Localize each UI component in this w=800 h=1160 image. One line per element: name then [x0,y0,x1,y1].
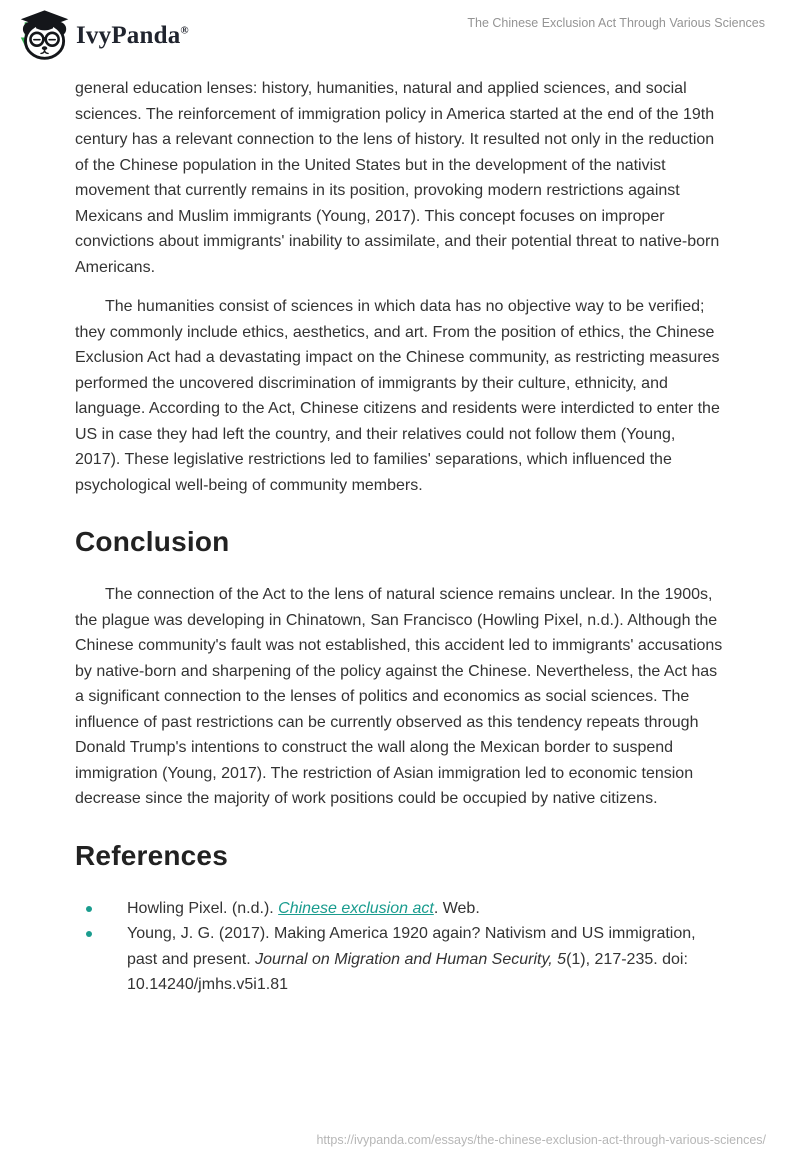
ivypanda-logo [14,8,189,62]
paragraph: The humanities consist of sciences in which data has no objective way to be verified; they commonly include ethics, aesthetics, and art. From the position of ethics, the Chinese Exclusion Act had a devastating impact on the Chinese community, as restricting measures performed the uncovered discrimination of immigrants by their culture, ethnicity, and language. According to the Act, Chinese citizens and residents were interdicted to enter the US in case they had left the country, and their relatives could not follow them (Young, 2017). These legislative restrictions led to families' separations, which influenced the psychological well-being of community members. [75,298,720,494]
reference-text: Journal on Migration and Human Security, 5 [255,950,567,968]
conclusion-heading: Conclusion [75,526,230,557]
paragraph: general education lenses: history, humanities, natural and applied sciences, and social sciences. The reinforcement of immigration policy in America started at the end of the 19th century has a relevant connection to the lens of history. It resulted not only in the reduction of the Chinese population in the United States but in the development of the nativist movement that currently remains in its position, provoking modern restrictions against Mexicans and Muslim immigrants (Young, 2017). This concept focuses on improper convictions about immigrants' inability to assimilate, and their potential threat to native-born Americans. [75,80,720,276]
reference-text: Howling Pixel. (n.d.). [127,899,279,917]
brand-text: IvyPanda [76,21,181,49]
reference-link[interactable]: Chinese exclusion act [278,899,434,917]
brand-wordmark [76,23,189,48]
source-url: https://ivypanda.com/essays/the-chinese-exclusion-act-through-various-sciences/ [316,1133,766,1147]
reference-text: (1), 217-235. doi: 10.14240/jmhs.v5i1.81 [127,950,688,993]
essay-body [0,76,800,998]
references-heading: References [75,839,228,871]
reference-item [75,921,725,998]
panda-graduate-icon [14,8,70,62]
reference-item [75,896,725,922]
reference-text: . Web. [433,899,480,917]
references-list [75,896,725,998]
reference-text: Young, J. G. (2017). Making America 1920 again? Nativism and US immigration, past and present. [127,925,696,968]
paragraph: The connection of the Act to the lens of natural science remains unclear. In the 1900s, the plague was developing in Chinatown, San Francisco (Howling Pixel, n.d.). Although the Chinese community's fault was not established, this accident led to immigrants' accusations by native-born and sharpening of the policy against the Chinese. Nevertheless, the Act has a significant connection to the lenses of politics and economics as social sciences. The influence of past restrictions can be currently observed as this tendency repeats through Donald Trump's intentions to construct the wall along the Mexican border to suspend immigration (Young, 2017). The restriction of Asian immigration led to economic tension decrease since the majority of work positions could be occupied by native citizens. [75,586,723,807]
page-header [0,0,800,64]
document-title: The Chinese Exclusion Act Through Various Sciences [467,16,765,30]
registered-mark: ® [180,24,189,37]
